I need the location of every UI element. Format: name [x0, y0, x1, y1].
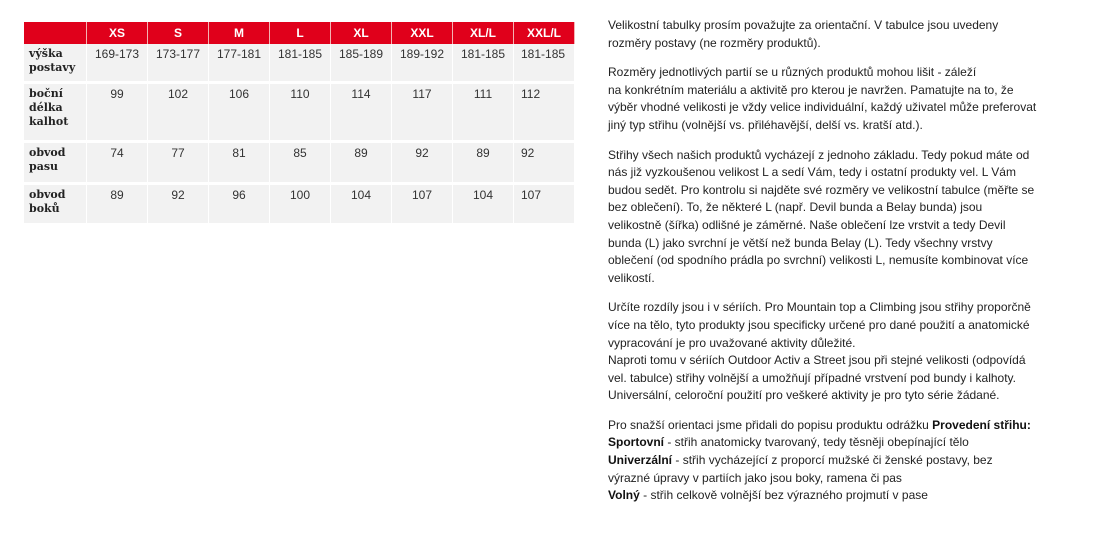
table-cell: 107	[514, 184, 575, 225]
table-cell: 173-177	[148, 44, 209, 83]
text-line: bez oblečení). To, že některé L (např. Devil bunda a Belay bunda) jsou	[608, 200, 983, 215]
row-label-line: kalhot	[29, 115, 69, 128]
table-cell: 112	[514, 83, 575, 142]
table-cell: 104	[331, 184, 392, 225]
paragraph-fit-types	[608, 417, 1073, 505]
table-cell: 181-185	[270, 44, 331, 83]
text-line: nás již vyzkoušenou velikost L a sedí Vám, tedy i ostatní produkty vel. L Vám	[608, 165, 1016, 180]
table-row	[24, 142, 575, 184]
text-line: výběr vhodné velikosti je vždy velice individuální, každý uživatel může preferovat	[608, 100, 1037, 115]
header-size: L	[270, 22, 331, 44]
table-cell: 74	[87, 142, 148, 184]
text-line: velikostí.	[608, 270, 655, 285]
row-label-line: postavy	[29, 61, 76, 74]
text-line: Střihy všech našich produktů vycházejí z jednoho základu. Tedy pokud máte od	[608, 147, 1030, 162]
table-cell: 110	[270, 83, 331, 142]
table-cell: 77	[148, 142, 209, 184]
text-line: Určíte rozdíly jsou i v sériích. Pro Mountain top a Climbing jsou střihy proporčně	[608, 300, 1031, 315]
table-cell: 81	[209, 142, 270, 184]
header-size: XXL	[392, 22, 453, 44]
row-label	[24, 44, 87, 83]
table-cell: 89	[453, 142, 514, 184]
table-cell: 92	[148, 184, 209, 225]
row-label	[24, 142, 87, 184]
header-size: XS	[87, 22, 148, 44]
table-cell: 181-185	[514, 44, 575, 83]
table-cell: 181-185	[453, 44, 514, 83]
table-cell: 114	[331, 83, 392, 142]
table-cell: 92	[514, 142, 575, 184]
table-cell: 100	[270, 184, 331, 225]
text-line: Naproti tomu v sériích Outdoor Activ a Street jsou při stejné velikosti (odpovídá	[608, 353, 1026, 368]
text-line: Pro snažší orientaci jsme přidali do popisu produktu odrážku	[608, 417, 933, 432]
row-label-line: boků	[29, 202, 60, 215]
text-line: Velikostní tabulky prosím považujte za orientační. V tabulce jsou uvedeny	[608, 18, 999, 32]
row-label-line: délka	[29, 101, 63, 114]
table-row	[24, 44, 575, 83]
header-size: XL/L	[453, 22, 514, 44]
fit-desc-universal: - střih vycházející z proporcí mužské či ženské postavy, bez	[672, 453, 993, 468]
table-cell: 177-181	[209, 44, 270, 83]
table-cell: 89	[331, 142, 392, 184]
header-size: XL	[331, 22, 392, 44]
header-size: XXL/L	[514, 22, 575, 44]
header-size: S	[148, 22, 209, 44]
table-cell: 104	[453, 184, 514, 225]
size-table-header	[24, 22, 575, 44]
table-cell: 189-192	[392, 44, 453, 83]
text-line: budou sedět. Pro kontrolu si najděte své rozměry ve velikostní tabulce (měřte se	[608, 182, 1035, 197]
table-cell: 185-189	[331, 44, 392, 83]
table-cell: 106	[209, 83, 270, 142]
table-cell: 111	[453, 83, 514, 142]
fit-desc-universal-2: výrazné úpravy v partiích jako jsou boky, ramena či pas	[608, 470, 902, 485]
row-label-line: boční	[29, 87, 63, 100]
row-label-line: výška	[29, 47, 63, 60]
text-line: vel. tabulce) střihy volnější a umožňují případné vrstvení pod bundy i kalhoty.	[608, 370, 1016, 385]
fit-desc-loose: - střih celkově volnější bez výrazného projmutí v pase	[639, 488, 928, 503]
text-line: Rozměry jednotlivých partií se u různých produktů mohou lišit - záleží	[608, 65, 977, 80]
table-cell: 96	[209, 184, 270, 225]
table-cell: 99	[87, 83, 148, 142]
table-cell: 102	[148, 83, 209, 142]
paragraph-series	[608, 299, 1073, 405]
text-line: velikostně (šířka) odlišné je záměrné. Naše oblečení lze vrstvit a tedy Devil	[608, 217, 1006, 232]
size-table	[24, 22, 575, 226]
table-cell: 169-173	[87, 44, 148, 83]
text-line: oblečení (od spodního prádla po svrchní) velikosti L, nemusíte kombinovat více	[608, 253, 1029, 268]
text-line: Universální, celoroční použití pro veškeré aktivity je pro tyto série žádané.	[608, 388, 1000, 403]
table-cell: 117	[392, 83, 453, 142]
table-cell: 85	[270, 142, 331, 184]
table-cell: 107	[392, 184, 453, 225]
table-cell: 92	[392, 142, 453, 184]
fit-desc-sport: - střih anatomicky tvarovaný, tedy těsněji obepínající tělo	[664, 435, 969, 450]
paragraph-cuts	[608, 147, 1073, 288]
fit-name-loose: Volný	[608, 488, 640, 503]
paragraph-measurements	[608, 64, 1073, 134]
row-label	[24, 83, 87, 142]
text-line: jiný typ střihu (volnější vs. přiléhavější, delší vs. kratší atd.).	[608, 117, 923, 132]
row-label-line: obvod	[29, 188, 66, 201]
fit-name-sport: Sportovní	[608, 435, 664, 450]
row-label-line: pasu	[29, 160, 59, 173]
text-line: rozměry postavy (ne rozměry produktů).	[608, 35, 821, 50]
table-row	[24, 184, 575, 225]
row-label	[24, 184, 87, 225]
header-size: M	[209, 22, 270, 44]
text-line: na konkrétním materiálu a aktivitě pro kterou je navržen. Pamatujte na to, že	[608, 82, 1014, 97]
paragraph-intro	[608, 17, 1073, 52]
text-line: více na tělo, tyto produkty jsou specificky určené pro dané použití a anatomické	[608, 317, 1030, 332]
fit-heading: Provedení střihu:	[932, 417, 1031, 432]
row-label-line: obvod	[29, 146, 66, 159]
header-corner	[24, 22, 87, 44]
table-row	[24, 83, 575, 142]
fit-name-universal: Univerzální	[608, 453, 673, 468]
text-line: bunda (L) jako svrchní je větší než bunda Belay (L). Tedy všechny vrstvy	[608, 235, 993, 250]
size-guide-text	[608, 17, 1073, 517]
text-line: vypracování je pro uvažované aktivity důležité.	[608, 335, 856, 350]
table-cell: 89	[87, 184, 148, 225]
